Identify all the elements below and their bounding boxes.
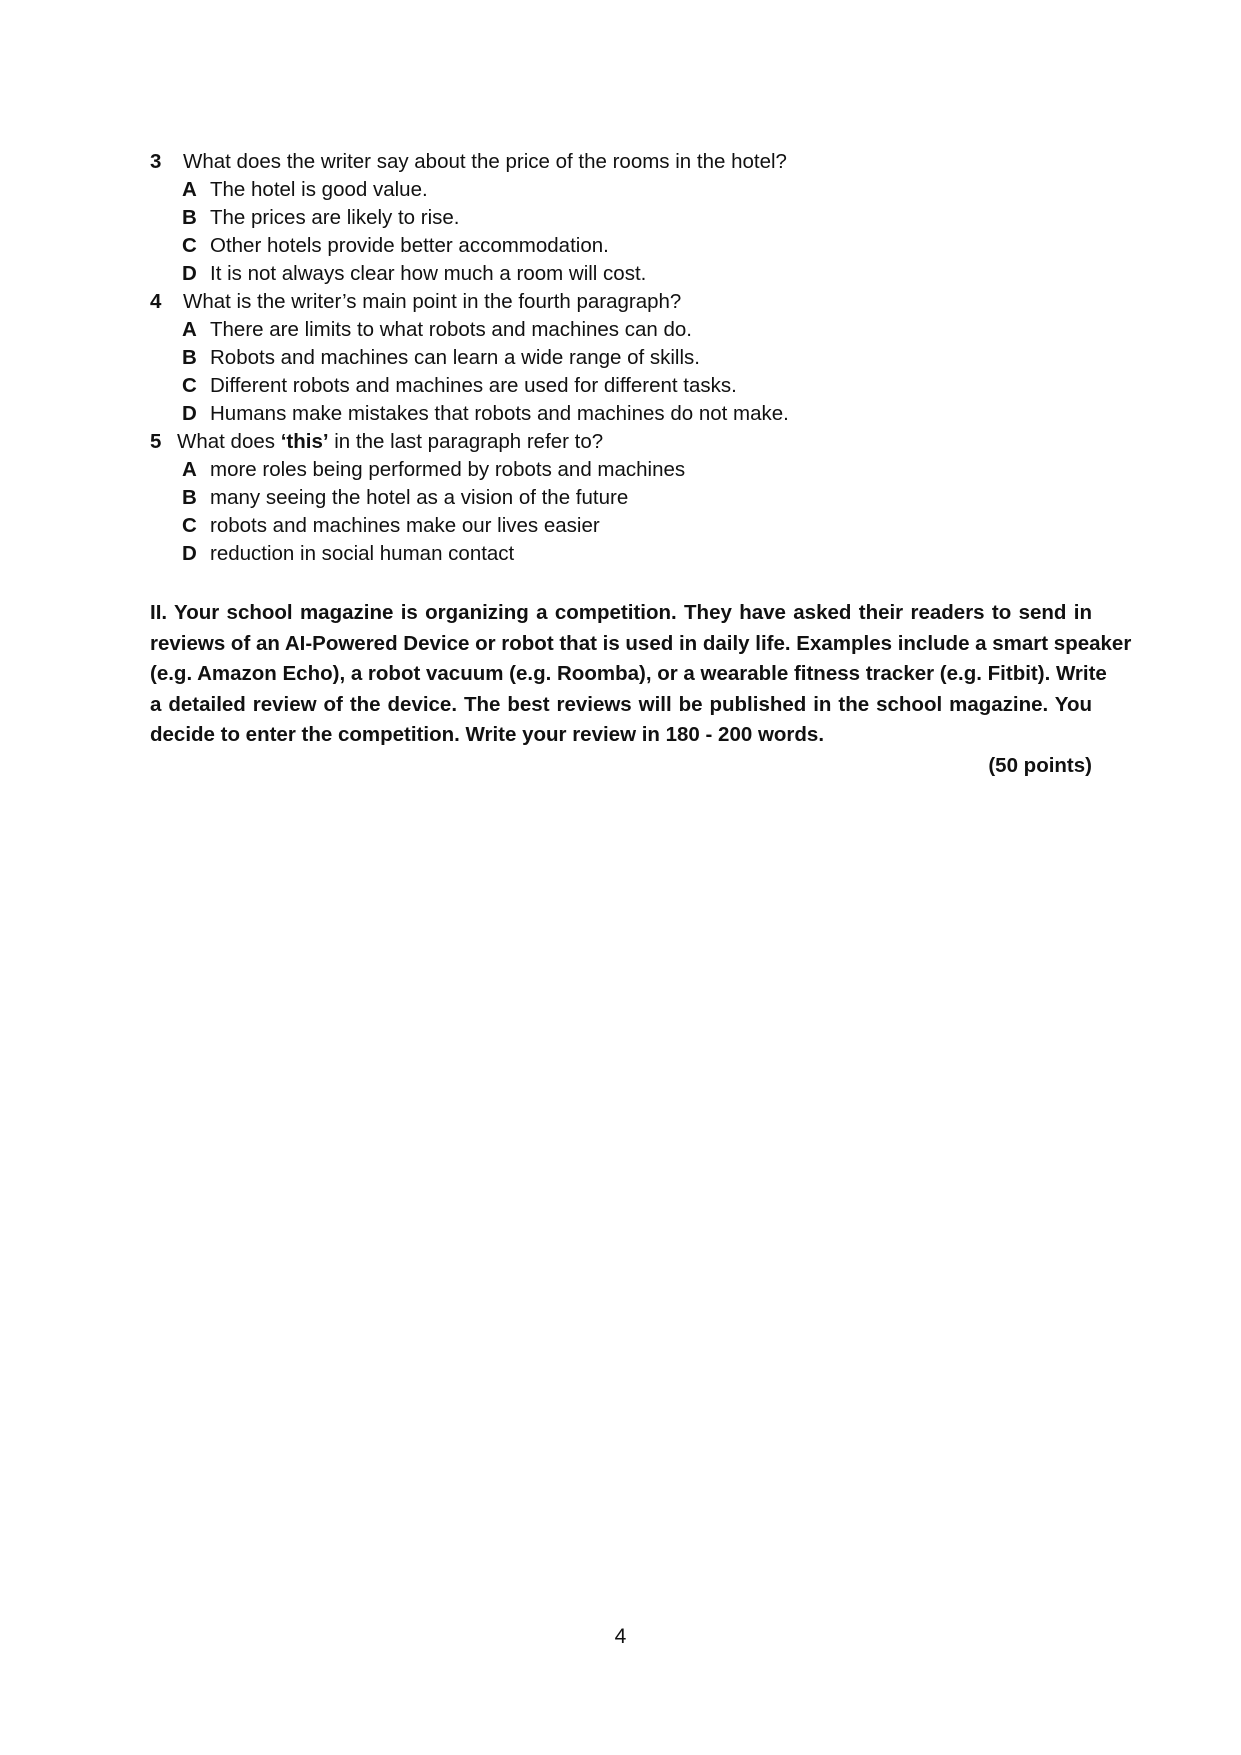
option-text: The prices are likely to rise. (210, 206, 460, 229)
option-text: Robots and machines can learn a wide range of skills. (210, 346, 700, 369)
option-letter: B (182, 346, 197, 369)
option-text: reduction in social human contact (210, 542, 515, 565)
question-5 (150, 428, 1092, 568)
option-a (150, 456, 1092, 484)
writing-task-line: decide to enter the competition. Write your review in 180 - 200 words. (150, 723, 825, 746)
option-b (150, 484, 1092, 512)
question-number: 3 (150, 150, 162, 173)
option-a (150, 176, 1092, 204)
option-letter: A (182, 458, 197, 481)
question-3-stem (150, 148, 1092, 176)
option-text: robots and machines make our lives easier (210, 514, 600, 537)
question-3 (150, 148, 1092, 288)
option-d (150, 260, 1092, 288)
writing-task (150, 598, 1132, 751)
page-number: 4 (614, 1625, 627, 1648)
question-5-stem (150, 428, 1092, 456)
option-b (150, 344, 1092, 372)
question-text (177, 428, 603, 456)
option-letter: B (182, 206, 197, 229)
option-text: Humans make mistakes that robots and machines do not make. (210, 402, 789, 425)
writing-task-line: a detailed review of the device. The best reviews will be published in the school magazine. You (150, 692, 1092, 716)
option-text: Different robots and machines are used for different tasks. (210, 374, 737, 397)
option-letter: D (182, 542, 197, 565)
question-4 (150, 288, 1092, 428)
writing-task-line: reviews of an AI-Powered Device or robot that is used in daily life. Examples include a smart speaker (150, 631, 1132, 655)
option-letter: B (182, 486, 197, 509)
option-letter: C (182, 374, 197, 397)
option-text: more roles being performed by robots and machines (210, 458, 686, 481)
option-letter: D (182, 262, 197, 285)
option-a (150, 316, 1092, 344)
option-letter: D (182, 402, 197, 425)
question-number: 5 (150, 430, 162, 453)
question-text-before: What does (177, 430, 281, 453)
option-letter: C (182, 514, 197, 537)
option-b (150, 204, 1092, 232)
question-text-after: in the last paragraph refer to? (328, 430, 604, 453)
option-c (150, 512, 1092, 540)
question-text: What does the writer say about the price of the rooms in the hotel? (183, 150, 787, 173)
option-text: It is not always clear how much a room will cost. (210, 262, 647, 285)
option-letter: A (182, 178, 197, 201)
question-text: What is the writer’s main point in the fourth paragraph? (183, 290, 682, 313)
question-text-emphasis: ‘this’ (280, 430, 329, 453)
writing-task-line: II. Your school magazine is organizing a competition. They have asked their readers to send in (150, 601, 1092, 624)
option-text: The hotel is good value. (210, 178, 428, 201)
points-label: (50 points) (988, 753, 1092, 777)
option-text: There are limits to what robots and machines can do. (210, 318, 692, 341)
writing-task-line: (e.g. Amazon Echo), a robot vacuum (e.g. Roomba), or a wearable fitness tracker (e.g. Fitbit). Write (150, 662, 1107, 685)
option-letter: C (182, 234, 197, 257)
option-d (150, 400, 1092, 428)
option-c (150, 372, 1092, 400)
option-text: many seeing the hotel as a vision of the future (210, 486, 629, 509)
option-d (150, 540, 1092, 568)
option-text: Other hotels provide better accommodation. (210, 234, 609, 257)
exam-page (150, 148, 1132, 781)
question-number: 4 (150, 290, 162, 313)
option-c (150, 232, 1092, 260)
question-4-stem (150, 288, 1092, 316)
option-letter: A (182, 318, 197, 341)
